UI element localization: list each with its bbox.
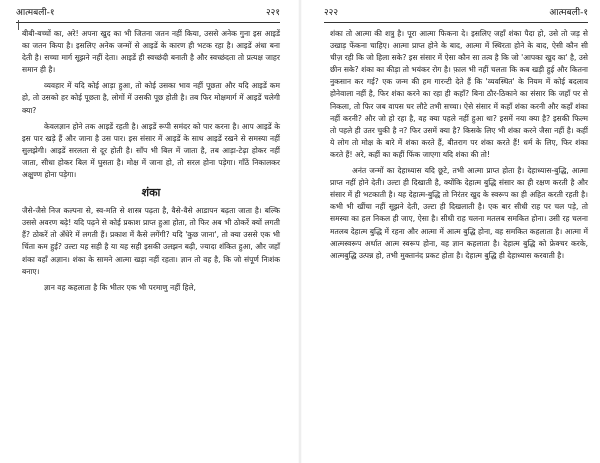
left-page-header [16,6,280,20]
right-page-body [330,28,588,266]
left-page-number: २२१ [265,8,280,18]
left-paragraph: व्यवहार में यदि कोई आड़ा हुआ, तो कोई उसका भाव नहीं पूछता और यदि आइडें कम हो, तो उसको हर कोई पूछता है, लोगों में उसकी पूछ होती है। तब फिर मोक्षमार्ग में आइडें चलेगी क्या? [22,81,280,115]
right-page [314,0,598,463]
left-paragraph: बीबी-बच्चों का, अरे! अपना खुद का भी जितना जतन नहीं किया, उससे अनेक गुना इस आइडें का जतन किया है। इसलिए अनेक जन्मों से आइडें के कारण ही भटक रहा है। आइडें अंधा बना देती है। सच्चा मार्ग सूझने नहीं देता। आइडें ही स्वच्छंदी बनाती है और स्वच्छंदता तो प्रत्यक्ष जाहर समान ही है। [22,29,280,75]
left-page [6,0,290,463]
right-header-rule [324,22,588,23]
left-margin-mark [18,20,19,30]
left-page-body [22,28,280,298]
right-paragraph: अनंत जन्मों का देहाध्यास यदि छूटे, तभी आत्मा प्राप्त होता है। देहाध्यास-बुद्धि, आत्मा प्राप्त नहीं होने देती। उल्टा ही दिखाती है, क्योंकि देहात्म बुद्धि संसार का ही रक्षण करती है और संसार में ही भटकाती है। यह देहात्म-बुद्धि तो निरंतर खुद के स्वरूप का ही अहित करती रहती है। कभी भी खींचा नहीं सूझने देती, उल्टा ही दिखलाती है। एक बार सीधी राह पर चल पड़े, तो समस्या का हल निकल ही जाए, ऐसा है। सीधी राह चलना मतलब समकित होना। उसी रह चलना मतलब देहात्म बुद्धि में रहना और आत्मा में आत्म बुद्धि होना, वह समकित कहलाता है। आत्मा में आत्मस्वरूप अर्थात आत्म स्वरूप होना, वह ज्ञान कहलाता है। देहात्म बुद्धि को फ्रेक्चर करके, आत्मबुद्धि उत्पन्न हो, तभी मुक्तानंद प्रकट होता है। देहात्म बुद्धि ही देहाध्यास करवाती है। [330,166,588,260]
left-paragraph: केवलज्ञान होने तक आइडें रहती है। आइडें रूपी समंदर को पार करना है। आप आइडें के इस पार खड़े हैं और जाना है उस पार। इस संसार में आइडें के साथ आइडें रखने से समस्या नहीं सुलझेगी। आइडें सरलता से दूर होती है। साँप भी बिल में जाता है, तब आड़ा-टेढ़ा होकर नहीं जाता, सीधा होकर बिल में घुसता है। मोक्ष में जाना हो, तो सरल होना पड़ेगा। गाँठें निकालकर अक्षुण्ण होना पड़ेगा। [22,121,280,180]
left-header-title: आत्मबली-१ [16,8,55,18]
right-page-number: २२२ [324,8,339,18]
left-paragraph: जैसे-जैसे निज कल्पना से, स्व-मति से शास्त्र पढ़ता है, वैसे-वैसे आडापन बढ़ता जाता है। बल्कि उससे अवरण बढ़े! यदि पढ़ने से कोई प्रकाश प्राप्त हुआ होता, तो फिर अब भी ठोकरें क्यों लगती हैं? ठोकरें तो अँधेरे में लगती हैं। प्रकाश में कैसे लगेंगी? यदि 'कुछ जाना', तो क्या उससे एक भी चिंता कम हुई? उल्टा यह सही है या यह सही इसकी उलझन बढ़ी, ज्यादा शंकित हुआ, और जहाँ शंका वहाँ अज्ञान। शंका के सामने आत्मा खड़ा नहीं रहता। ज्ञान तो वह है, कि जो संपूर्ण निःशंक बनाए। [22,206,280,276]
left-header-rule [16,22,280,23]
right-page-header [324,6,588,20]
book-gutter [298,0,302,463]
left-paragraph: ज्ञान वह कहलाता है कि भीतर एक भी परमाणु नहीं हिले, [44,282,196,292]
section-heading: शंका [141,186,161,200]
right-paragraph: शंका तो आत्मा की शत्रु है। पूरा आत्मा फिकना दे। इसलिए जहाँ शंका पैदा हो, उसे तो जड़ से उखाड़ फेंकना चाहिए। आत्मा प्राप्त होने के बाद, आत्मा में स्थिरता होने के बाद, ऐसी कौन सी चीज़ रही कि जो हिला सके? इस संसार में ऐसा कौन सा तत्व है कि जो 'आपका खुद का' है, उसे छीन सके? शंका का कीड़ा तो भयंकर रोग है। फ़ाल भी नहीं चलता कि कब खड़ी हुई और कितना नुकसान कर गई? एक जन्म की हम गारन्टी देते हैं कि 'व्यवस्थित' के नियम में कोई बदलाव होनेवाला नहीं है, फिर शंका करने का रहा ही कहाँ? बिना ठौर-ठिकाने का संसार कि जहाँ पर से निकला, तो फिर जब वापस घर लौटे तभी सच्चा। ऐसे संसार में कहाँ शंका करनी और कहाँ शंका नहीं करनी? और जो हो रहा है, वह क्या पहले नहीं हुआ था? इसमें नया क्या है? इसकी फिल्म तो पहले ही उतर चुकी है न? फिर उसमें क्या है? किसके लिए भी शंका करने जैसा नहीं है। कहीं ये लोग तो मोक्ष के बारे में शंका करते हैं, बीतराग पर शंका करते हैं! धर्म के लिए, फिर शंका करते हैं! अरे, कहीं का कहीं फिंक जाएगा यदि शंका की तो! [330,29,588,159]
right-header-title: आत्मबली-१ [549,8,588,18]
